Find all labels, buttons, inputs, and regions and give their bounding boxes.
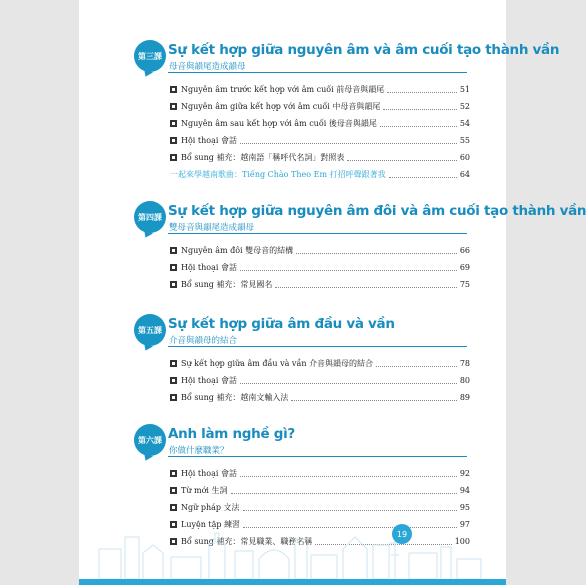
dot-leader xyxy=(387,86,457,93)
toc-item[interactable]: Bổ sung 補充：越南語「稱呼代名詞」對照表 60 xyxy=(170,149,470,166)
lesson-badge: 第四課 xyxy=(134,201,166,233)
title-rule xyxy=(168,72,467,73)
title-rule xyxy=(168,456,467,457)
book-page xyxy=(79,0,586,585)
lesson-badge: 第五課 xyxy=(134,314,166,346)
page-ref: 75 xyxy=(459,280,470,289)
toc-item-song[interactable]: 一起來學越南歌曲：Tiếng Chào Theo Em 打招呼聲跟著我 64 xyxy=(170,170,470,179)
dot-leader xyxy=(389,171,457,178)
square-bullet-icon xyxy=(170,154,177,161)
square-bullet-icon xyxy=(170,281,177,288)
dot-leader xyxy=(291,394,456,401)
square-bullet-icon xyxy=(170,377,177,384)
page-ref: 60 xyxy=(459,153,470,162)
page-ref: 54 xyxy=(459,119,470,128)
square-bullet-icon xyxy=(170,470,177,477)
square-bullet-icon xyxy=(170,137,177,144)
page-ref: 95 xyxy=(459,503,470,512)
square-bullet-icon xyxy=(170,487,177,494)
square-bullet-icon xyxy=(170,504,177,511)
lesson-title-vi: Sự kết hợp giữa âm đầu và vần xyxy=(168,316,395,332)
toc-list xyxy=(170,355,470,406)
dot-leader xyxy=(275,281,456,288)
toc-item[interactable]: Bổ sung 補充：越南文輸入法 89 xyxy=(170,389,470,406)
toc-list xyxy=(170,242,470,293)
square-bullet-icon xyxy=(170,120,177,127)
toc-item[interactable]: Bổ sung 補充：常見國名 75 xyxy=(170,276,470,293)
page-ref: 66 xyxy=(459,246,470,255)
toc-item[interactable]: Hội thoại 會話 80 xyxy=(170,372,470,389)
toc-item[interactable]: Từ mới 生詞 94 xyxy=(170,482,470,499)
lesson-title-zh: 介音與韻母的結合 xyxy=(169,336,238,346)
page-ref: 80 xyxy=(459,376,470,385)
dot-leader xyxy=(240,137,457,144)
footer-bar xyxy=(79,579,506,585)
page-ref: 89 xyxy=(459,393,470,402)
toc-item[interactable]: Nguyên âm sau kết hợp với âm cuối 後母音與韻尾 54 xyxy=(170,115,470,132)
square-bullet-icon xyxy=(170,103,177,110)
lesson-title-zh: 母音與韻尾造成韻母 xyxy=(169,62,246,72)
page-ref: 64 xyxy=(459,170,470,179)
dot-leader xyxy=(243,504,457,511)
square-bullet-icon xyxy=(170,247,177,254)
page-ref: 92 xyxy=(459,469,470,478)
toc-item[interactable]: Hội thoại 會話 55 xyxy=(170,132,470,149)
dot-leader xyxy=(347,154,456,161)
square-bullet-icon xyxy=(170,86,177,93)
lesson-badge: 第六課 xyxy=(134,424,166,456)
toc-item[interactable]: Hội thoại 會話 69 xyxy=(170,259,470,276)
lesson-title-zh: 你做什麼職業？ xyxy=(169,446,229,456)
page-ref: 94 xyxy=(459,486,470,495)
toc-item[interactable]: Luyện tập 練習 97 xyxy=(170,516,470,533)
page-ref: 51 xyxy=(459,85,470,94)
toc-item[interactable]: Bổ sung 補充：常見職業、職務名稱 100 xyxy=(170,533,470,550)
page-ref: 55 xyxy=(459,136,470,145)
toc-list xyxy=(170,81,470,183)
dot-leader xyxy=(376,360,457,367)
dot-leader xyxy=(383,103,456,110)
dot-leader xyxy=(231,487,457,494)
toc-item[interactable]: Hội thoại 會話 92 xyxy=(170,465,470,482)
dot-leader xyxy=(296,247,457,254)
lesson-title-zh: 雙母音與韻尾造成韻母 xyxy=(169,223,255,233)
dot-leader xyxy=(240,264,457,271)
square-bullet-icon xyxy=(170,264,177,271)
toc-item[interactable]: Ngữ pháp 文法 95 xyxy=(170,499,470,516)
toc-item[interactable]: Nguyên âm trước kết hợp với âm cuối 前母音與韻尾 51 xyxy=(170,81,470,98)
toc-item[interactable]: Nguyên âm đôi 雙母音的結構 66 xyxy=(170,242,470,259)
page-ref: 100 xyxy=(454,537,470,546)
square-bullet-icon xyxy=(170,360,177,367)
lesson-title-vi: Sự kết hợp giữa nguyên âm đôi và âm cuối tạo thành vần xyxy=(168,203,586,219)
dot-leader xyxy=(240,470,457,477)
page-ref: 78 xyxy=(459,359,470,368)
lesson-title-vi: Anh làm nghề gì? xyxy=(168,426,295,442)
square-bullet-icon xyxy=(170,394,177,401)
lesson-title-vi: Sự kết hợp giữa nguyên âm và âm cuối tạo thành vần xyxy=(168,42,560,58)
city-skyline-illustration xyxy=(79,519,506,579)
page-ref: 97 xyxy=(459,520,470,529)
page-number-badge: 19 xyxy=(392,524,412,544)
title-rule xyxy=(168,233,467,234)
page-ref: 69 xyxy=(459,263,470,272)
toc-item[interactable]: Sự kết hợp giữa âm đầu và vần 介音與韻母的結合 78 xyxy=(170,355,470,372)
dot-leader xyxy=(380,120,457,127)
lesson-badge: 第三課 xyxy=(134,40,166,72)
title-rule xyxy=(168,346,467,347)
dot-leader xyxy=(240,377,457,384)
page-ref: 52 xyxy=(459,102,470,111)
toc-item[interactable]: Nguyên âm giữa kết hợp với âm cuối 中母音與韻尾 52 xyxy=(170,98,470,115)
